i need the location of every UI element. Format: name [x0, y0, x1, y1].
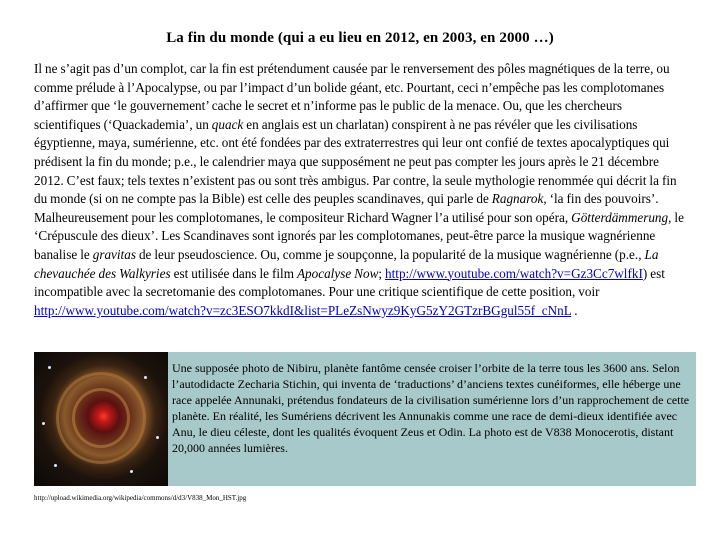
star [144, 376, 147, 379]
star [48, 366, 51, 369]
youtube-link-wagner[interactable]: http://www.youtube.com/watch?v=Gz3Cc7wlfkI [385, 265, 643, 281]
gotterdammerung-term: Götterdämmerung [571, 209, 669, 225]
main-paragraph [34, 60, 686, 320]
paragraph-segment: de leur pseudoscience. Ou, comme je soupçonne, la popularité de la musique wagnérienne (p.e., [135, 246, 645, 262]
gravitas-term: gravitas [92, 246, 136, 262]
paragraph-segment: , le ‘Crépuscule des dieux’. Les Scandinaves sont ignorés par les complotomanes, peut-être parce la musique wagnérienne banalise le [34, 209, 684, 262]
page-title: La fin du monde (qui a eu lieu en 2012, en 2003, en 2000 …) [166, 30, 554, 46]
star [156, 436, 159, 439]
photo-caption: Une supposée photo de Nibiru, planète fantôme censée croiser l’orbite de la terre tous les 3600 ans. Selon l’autodidacte Zecharia Stichin, qui inventa de ‘traductions’ d’anciens textes cunéiformes, elle héberge une race appelée Annunaki, prétendus fondateurs de la civilisation sumérienne lors d’un rapprochement de cette planète. En réalité, les Sumériens décrivent les Annunakis comme une race de demi-dieux identifiée avec Anu, le dieu céleste, dont les qualités évoquent Zeus et Odin. La photo est de V838 Monocerotis, distant 20,000 années lumières. [168, 352, 696, 486]
paragraph-segment: Il ne s’agit pas d’un complot, car la fin est prétendument causée par le renversement des pôles magnétiques de la terre, ou comme prélude à l’Apocalypse, ou par l’impact d’un bolide géant, etc. Pourtant, ceci n’empêche pas les complotomanes d’affirmer que ‘le gouvernement’ cache le secret et n’informe pas le public de la menace. Ou, que les chercheurs scientifiques (‘Quackademia’, un [34, 61, 670, 132]
apocalypse-now-title: Apocalyse Now [296, 265, 379, 281]
walkyries-title: La chevauchée des Walkyries [34, 246, 659, 281]
nibiru-photo [34, 352, 168, 486]
youtube-link-critique[interactable]: http://www.youtube.com/watch?v=zc3ESO7kkdI&list=PLeZsNwyz9KyG5zY2GTzrBGgul55f_cNnL [34, 302, 572, 318]
ragnarok-term: Ragnarok [491, 191, 544, 207]
paragraph-segment: ) est incompatible avec la secretomanie des complotomanes. Pour une critique scientifique de cette position, voir [34, 265, 665, 300]
star [130, 470, 133, 473]
paragraph-segment: en anglais est un charlatan) conspirent à ne pas révéler que les civilisations égyptienne, maya, sumérienne, etc. ont été fondées par des extraterrestres qui leur ont confié de textes apocalyptiques qui prédisent la fin du monde; p.e., le calendrier maya que supposément ne peut pas compter les jours après le 21 décembre 2012. C’est faux; tels textes n’existent pas ou sont très ambigus. Par contre, la seule mythologie renommée qui décrit la fin du monde (si on ne compte pas la Bible) est celle des peuples scandinaves, qui parle de [34, 116, 677, 207]
paragraph-segment: , ‘la fin des pouvoirs’. Malheureusement pour les complotomanes, le compositeur Richard Wagner l’a utilisé pour son opéra, [34, 191, 659, 225]
quack-term: quack [211, 116, 244, 132]
star [54, 464, 57, 467]
star [42, 422, 45, 425]
paragraph-segment: est utilisée dans le film [170, 265, 297, 281]
paragraph-segment: ; [378, 265, 386, 281]
nebula-ring [72, 388, 130, 448]
paragraph-segment: . [571, 302, 578, 318]
photo-source-url[interactable]: http://upload.wikimedia.org/wikipedia/commons/d/d3/V838_Mon_HST.jpg [34, 494, 247, 502]
